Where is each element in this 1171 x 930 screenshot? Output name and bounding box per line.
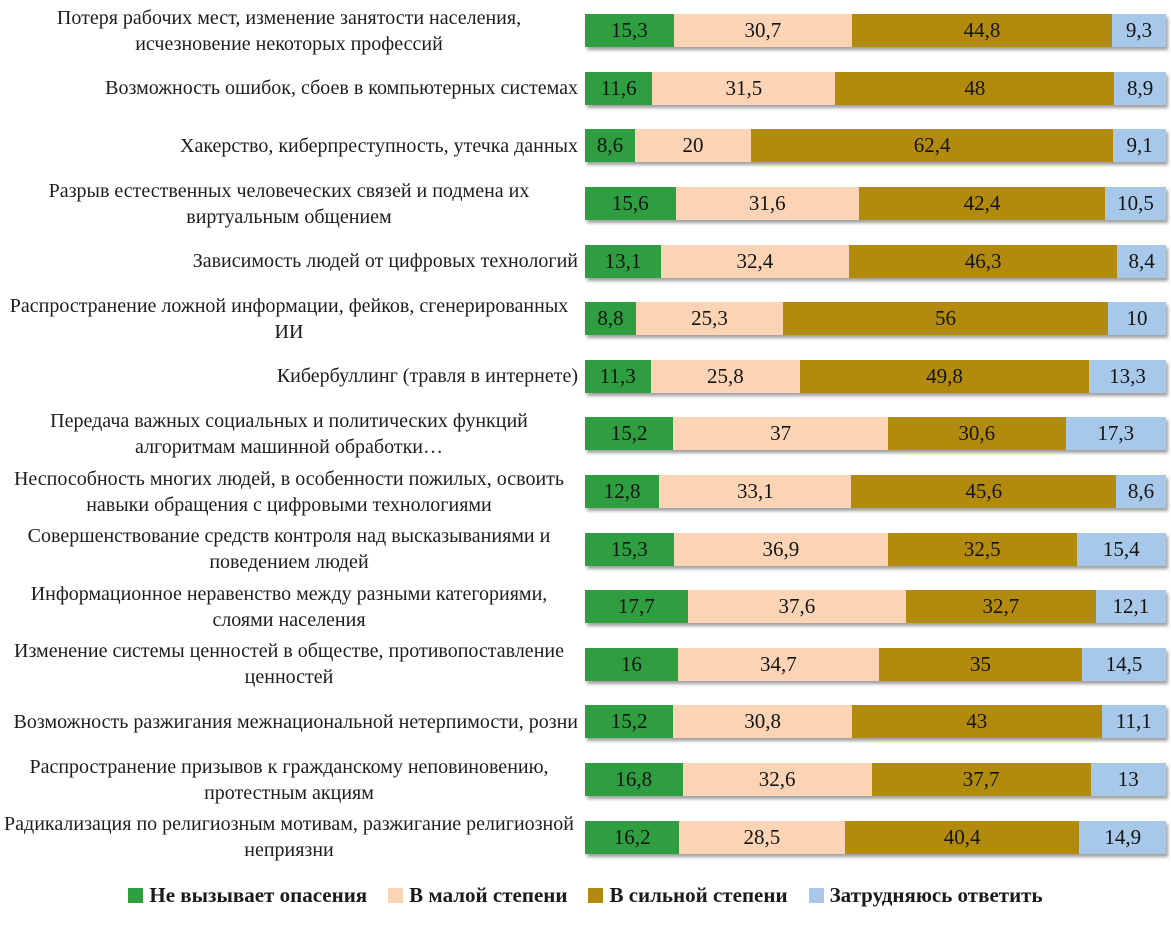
bar-segment [835, 72, 1114, 105]
segment-value: 15,2 [610, 709, 648, 734]
segment-value: 10,5 [1117, 191, 1154, 216]
bar-segment [585, 187, 676, 220]
category-label: Распространение призывов к гражданскому неповиновению, протестным акциям [29, 755, 549, 804]
category-label-cell [0, 581, 585, 633]
bar-segment [1108, 302, 1166, 335]
chart-row [0, 175, 1171, 233]
category-label-cell [0, 133, 585, 159]
category-label: Информационное неравенство между разными категориями, слоями населения [30, 582, 548, 631]
segment-value: 17,3 [1097, 421, 1135, 446]
category-label: Хакерство, киберпреступность, утечка данных [180, 134, 578, 157]
segment-value: 30,6 [958, 421, 996, 446]
stacked-bar [585, 187, 1166, 220]
segment-value: 44,8 [963, 18, 1001, 43]
bar-segment [859, 187, 1105, 220]
bar-segment [1096, 590, 1166, 623]
category-label: Кибербуллинг (травля в интернете) [276, 365, 578, 388]
segment-value: 20 [682, 133, 704, 158]
stacked-bar [585, 705, 1166, 738]
bar-segment [585, 417, 673, 450]
category-label: Передача важных социальных и политических функций алгоритмам машинной обработки… [50, 409, 528, 458]
stacked-bar [585, 475, 1166, 508]
legend-item [809, 883, 1043, 908]
segment-value: 25,3 [691, 306, 728, 331]
segment-value: 36,9 [762, 536, 800, 561]
bar-segment [673, 417, 888, 450]
legend-label: Не вызывает опасения [149, 882, 368, 907]
bar-segment [1079, 821, 1166, 854]
bar-segment [585, 821, 679, 854]
segment-value: 15,4 [1102, 536, 1140, 561]
segment-value: 9,1 [1126, 133, 1153, 158]
segment-value: 37 [770, 421, 792, 446]
bar-segment [888, 417, 1066, 450]
category-label: Разрыв естественных человеческих связей и подмена их виртуальным общением [48, 179, 530, 228]
segment-value: 25,8 [706, 363, 744, 388]
bar-segment [845, 821, 1080, 854]
chart-row [0, 751, 1171, 809]
bar-segment [674, 533, 888, 566]
segment-value: 45,6 [965, 479, 1003, 504]
bar-segment [678, 648, 879, 681]
legend-label: Затрудняюсь ответить [829, 882, 1043, 907]
legend-item [388, 883, 567, 908]
segment-value: 8,6 [1127, 479, 1155, 504]
chart-row [0, 60, 1171, 118]
segment-value: 33,1 [736, 479, 774, 504]
legend-swatch-icon [128, 888, 143, 903]
category-label-cell [0, 638, 585, 690]
segment-value: 40,4 [943, 824, 981, 849]
category-label: Возможность ошибок, сбоев в компьютерных системах [105, 77, 578, 100]
bar-segment [800, 360, 1089, 393]
segment-value: 31,5 [725, 75, 763, 100]
segment-value: 11,6 [600, 75, 637, 100]
segment-value: 8,4 [1128, 248, 1155, 273]
category-label: Потеря рабочих мест, изменение занятости населения, исчезновение некоторых профессий [56, 6, 522, 55]
bar-segment [906, 590, 1096, 623]
segment-value: 56 [934, 306, 956, 331]
chart-row [0, 232, 1171, 290]
bar-segment [1066, 417, 1166, 450]
category-label-cell [0, 466, 585, 518]
bar-segment [636, 302, 783, 335]
chart-row [0, 405, 1171, 463]
segment-value: 8,6 [596, 133, 624, 158]
bar-segment [585, 302, 636, 335]
segment-value: 13,1 [604, 248, 642, 273]
bar-segment [661, 245, 849, 278]
segment-value: 16,2 [613, 824, 651, 849]
bar-segment [585, 72, 652, 105]
category-label: Радикализация по религиозным мотивам, разжигание религиозной неприязни [4, 813, 574, 862]
chart-row [0, 463, 1171, 521]
segment-value: 10 [1126, 306, 1148, 331]
category-label: Возможность разжигания межнациональной нетерпимости, розни [13, 710, 578, 733]
bar-segment [585, 360, 651, 393]
bar-segment [688, 590, 906, 623]
category-label-cell [0, 408, 585, 460]
segment-value: 12,1 [1112, 594, 1150, 619]
bar-segment [888, 533, 1077, 566]
legend-swatch-icon [809, 888, 824, 903]
segment-value: 42,4 [963, 191, 1001, 216]
bar-segment [683, 763, 872, 796]
bar-segment [851, 475, 1116, 508]
stacked-bar [585, 648, 1166, 681]
segment-value: 49,8 [926, 363, 963, 388]
category-label-cell [0, 248, 585, 274]
bar-segment [585, 245, 661, 278]
segment-value: 15,6 [611, 191, 649, 216]
segment-value: 16 [620, 651, 642, 676]
bar-segment [585, 475, 659, 508]
bar-segment [879, 648, 1082, 681]
category-label-cell [0, 75, 585, 101]
chart-row [0, 578, 1171, 636]
bar-segment [673, 705, 852, 738]
segment-value: 37,7 [962, 767, 1000, 792]
segment-value: 43 [966, 709, 988, 734]
bar-segment [783, 302, 1108, 335]
category-label-cell [0, 5, 585, 57]
segment-value: 12,8 [603, 479, 641, 504]
bar-segment [674, 14, 852, 47]
bar-segment [751, 129, 1113, 162]
legend-swatch-icon [388, 888, 403, 903]
bar-segment [1116, 475, 1166, 508]
segment-value: 31,6 [748, 191, 786, 216]
bar-segment [651, 360, 801, 393]
legend-swatch-icon [588, 888, 603, 903]
segment-value: 28,5 [743, 824, 781, 849]
segment-value: 30,7 [744, 18, 782, 43]
segment-value: 32,5 [963, 536, 1001, 561]
chart-row [0, 520, 1171, 578]
bar-segment [1105, 187, 1166, 220]
stacked-bar [585, 14, 1166, 47]
segment-value: 9,3 [1125, 18, 1153, 43]
chart-row [0, 808, 1171, 866]
bar-segment [852, 14, 1112, 47]
segment-value: 11,3 [599, 363, 636, 388]
legend-label: В сильной степени [609, 882, 788, 907]
segment-value: 8,9 [1127, 75, 1154, 100]
bar-segment [585, 14, 674, 47]
category-label-cell [0, 178, 585, 230]
segment-value: 11,1 [1115, 709, 1152, 734]
segment-value: 32,6 [758, 767, 796, 792]
stacked-bar [585, 590, 1166, 623]
legend-label: В малой степени [409, 882, 568, 907]
bar-segment [585, 763, 683, 796]
bar-segment [1077, 533, 1166, 566]
segment-value: 8,8 [597, 306, 624, 331]
category-label: Неспособность многих людей, в особенности пожилых, освоить навыки обращения с цифровыми технологиями [13, 467, 565, 516]
segment-value: 14,5 [1105, 651, 1143, 676]
category-label-cell [0, 754, 585, 806]
category-label-cell [0, 811, 585, 863]
category-label: Распространение ложной информации, фейков, сгенерированных ИИ [9, 294, 569, 343]
bar-segment [1102, 705, 1166, 738]
segment-value: 32,7 [982, 594, 1020, 619]
stacked-bar [585, 72, 1166, 105]
legend-item [588, 883, 787, 908]
bar-segment [1089, 360, 1166, 393]
bar-segment [852, 705, 1102, 738]
bar-segment [585, 590, 688, 623]
legend [0, 883, 1171, 908]
category-label: Совершенствование средств контроля над высказываниями и поведением людей [27, 525, 551, 574]
chart-row [0, 636, 1171, 694]
stacked-bar [585, 360, 1166, 393]
bar-segment [1113, 129, 1166, 162]
segment-value: 32,4 [736, 248, 774, 273]
category-label-cell [0, 293, 585, 345]
bar-segment [585, 129, 635, 162]
bar-segment [1082, 648, 1166, 681]
chart-row [0, 290, 1171, 348]
segment-value: 14,9 [1104, 824, 1142, 849]
chart-row [0, 348, 1171, 406]
bar-segment [1112, 14, 1166, 47]
segment-value: 30,8 [744, 709, 781, 734]
stacked-bar [585, 763, 1166, 796]
bar-segment [679, 821, 845, 854]
segment-value: 48 [964, 75, 986, 100]
stacked-bar [585, 302, 1166, 335]
stacked-bar [585, 245, 1166, 278]
category-label-cell [0, 523, 585, 575]
stacked-bar [585, 417, 1166, 450]
bar-segment [849, 245, 1117, 278]
bar-segment [585, 533, 674, 566]
category-label: Изменение системы ценностей в обществе, противопоставление ценностей [14, 640, 564, 689]
segment-value: 62,4 [913, 133, 951, 158]
bar-segment [585, 705, 673, 738]
segment-value: 15,2 [610, 421, 648, 446]
stacked-bar [585, 533, 1166, 566]
chart-row [0, 693, 1171, 751]
segment-value: 13,3 [1109, 363, 1146, 388]
bar-segment [872, 763, 1091, 796]
bar-segment [1114, 72, 1166, 105]
bar-segment [659, 475, 851, 508]
category-label-cell [0, 363, 585, 389]
stacked-bar [585, 129, 1166, 162]
segment-value: 34,7 [760, 651, 797, 676]
bar-segment [1091, 763, 1166, 796]
segment-value: 13 [1117, 767, 1139, 792]
bar-segment [585, 648, 678, 681]
segment-value: 37,6 [778, 594, 816, 619]
category-label-cell [0, 709, 585, 735]
segment-value: 35 [969, 651, 991, 676]
segment-value: 15,3 [611, 18, 648, 43]
category-label: Зависимость людей от цифровых технологий [192, 250, 578, 273]
segment-value: 46,3 [964, 248, 1002, 273]
bar-segment [1117, 245, 1166, 278]
bar-segment [652, 72, 835, 105]
segment-value: 16,8 [615, 767, 653, 792]
legend-item [128, 883, 367, 908]
bar-segment [635, 129, 751, 162]
segment-value: 15,3 [611, 536, 648, 561]
segment-value: 17,7 [617, 594, 655, 619]
chart-row [0, 117, 1171, 175]
bar-segment [676, 187, 859, 220]
chart-row [0, 2, 1171, 60]
stacked-bar [585, 821, 1166, 854]
